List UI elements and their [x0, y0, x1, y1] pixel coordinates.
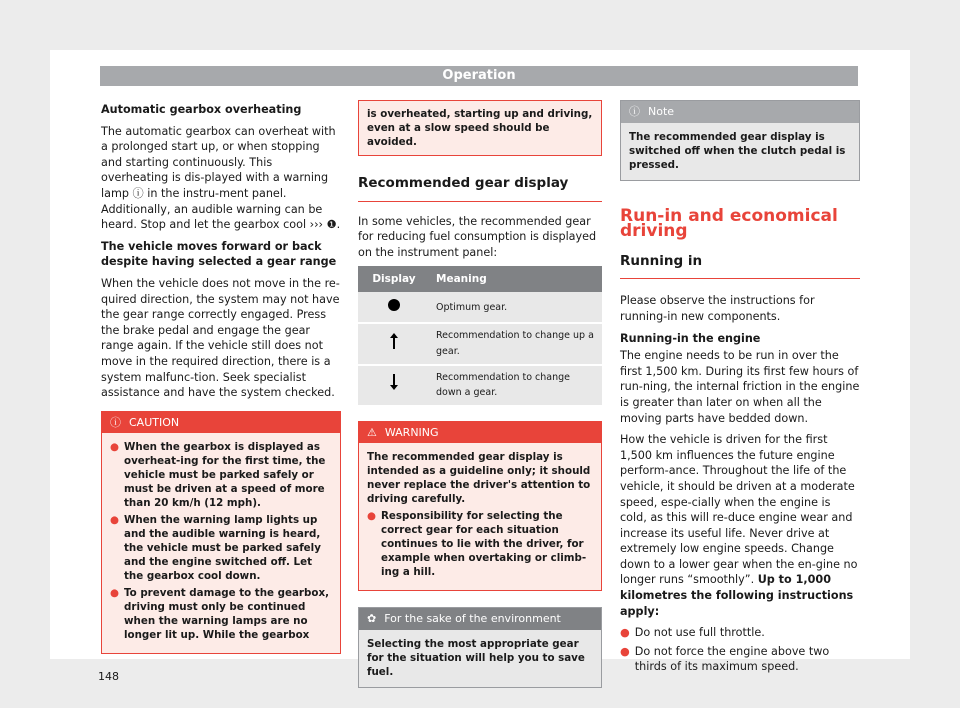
bullet-icon: ● [110, 587, 119, 600]
column-3 [620, 100, 860, 678]
warning-box [358, 421, 602, 592]
bullet-icon: ● [110, 441, 119, 454]
list-item [110, 440, 332, 510]
table-cell: Optimum gear. [430, 292, 602, 323]
table-header: Display [358, 266, 430, 292]
caution-item: When the gearbox is displayed as overheat-ing for the first time, the vehicle must be parked safely or must be driven at a speed of more than 20 km/h (12 mph). [124, 441, 326, 510]
heading-overheat: Automatic gearbox overheating [101, 103, 302, 116]
column-1 [101, 102, 341, 654]
warning-header [359, 422, 601, 444]
warning-item: Responsibility for selecting the correct gear for each situation continues to lie with the driver, for example when overtaking or climb-ing a hill. [381, 510, 587, 579]
info-icon: ⓘ [629, 105, 640, 118]
heading-engine: Running-in the engine [620, 331, 761, 345]
caution-icon: ⓘ [110, 415, 121, 429]
table-row [358, 292, 602, 323]
para-drive [620, 432, 860, 619]
bullet-icon: ● [110, 514, 119, 527]
table-row [358, 365, 602, 406]
note-box [620, 100, 860, 181]
environment-title: For the sake of the environment [384, 612, 561, 626]
environment-box [358, 607, 602, 688]
para-drive-bold: Up to 1,000 kilometres the following instructions apply: [620, 573, 854, 618]
para-overheat: The automatic gearbox can overheat with a prolonged start up, or when stopping and starting continuously. This overheating is dis-played with a warning lamp ⓘ in the instru-ment panel. Additionally, an audible warning can be heard. Stop and let the gearbox cool ››› ❶. [101, 124, 341, 232]
table-header-row [358, 266, 602, 292]
table-row [358, 323, 602, 364]
table-cell: Recommendation to change down a gear. [430, 365, 602, 406]
environment-header [359, 608, 601, 630]
list-item [110, 513, 332, 583]
para-drive-text: How the vehicle is driven for the first 1,500 km influences the future engine perform-ance. Throughout the life of the vehicle, it should be driven at a moderate speed, espe-cially when the engine is cold, as this will re-duce engine wear and increase its useful life. Never drive at extremely low engine speeds. Change down to a lower gear when the en-gine no longer runs “smoothly”. [620, 433, 858, 587]
environment-body: Selecting the most appropriate gear for the situation will help you to save fuel. [367, 637, 585, 678]
caution-box [101, 411, 341, 655]
caution-body [102, 433, 340, 653]
list-item [367, 509, 593, 579]
caution-item: To prevent damage to the gearbox, driving must only be continued when the warning lamps are no longer lit up. While the gearbox [124, 587, 329, 642]
bullet-icon: ● [367, 510, 376, 523]
bullet-text: Do not use full throttle. [634, 626, 765, 640]
warning-continued: is overheated, starting up and driving, even at a slow speed should be avoided. [358, 100, 602, 156]
column-2 [358, 100, 602, 688]
note-header [621, 101, 859, 123]
section-header: Operation [100, 66, 858, 86]
list-item [620, 625, 860, 641]
note-title: Note [648, 105, 675, 118]
heading-moves: The vehicle moves forward or back despite having selected a gear range [101, 239, 337, 269]
bullet-icon: ● [620, 644, 630, 658]
bullet-text: Do not force the engine above two thirds of its maximum speed. [634, 644, 830, 674]
bullet-icon: ● [620, 626, 630, 640]
filled-circle-icon [358, 292, 430, 323]
para-moves: When the vehicle does not move in the re-quired direction, the system may not have the gear range correctly engaged. Press the brake pedal and engage the gear range again. If the vehicle still does not move in the required direction, there is a system malfunc-tion. Seek specialist assistance and have the system checked. [101, 276, 340, 400]
page-number: 148 [98, 670, 119, 683]
arrow-down-icon [358, 365, 430, 406]
caution-header [102, 412, 340, 434]
arrow-up-icon [358, 323, 430, 364]
page [50, 50, 910, 683]
caution-item: When the warning lamp lights up and the audible warning is heard, the vehicle must be parked safely and the engine switched off. Let the gearbox cool down. [124, 514, 321, 583]
warning-triangle-icon: ⚠ [367, 425, 377, 439]
leaf-icon: ✿ [367, 612, 377, 626]
note-body: The recommended gear display is switched off when the clutch pedal is pressed. [629, 130, 846, 171]
table-cell: Recommendation to change up a gear. [430, 323, 602, 364]
para-engine: The engine needs to be run in over the first 1,500 km. During its first few hours of run-ning, the internal friction in the engine is greater than later on when all the moving parts have bedded down. [620, 349, 860, 425]
list-item [620, 644, 860, 675]
list-item [110, 586, 332, 642]
gear-table [358, 266, 602, 406]
para-intro: In some vehicles, the recommended gear for reducing fuel consumption is displayed on the instrument panel: [358, 214, 597, 259]
table-header: Meaning [430, 266, 602, 292]
heading-run-in: Run-in and economical driving [620, 205, 838, 242]
warning-text: The recommended gear display is intended as a guideline only; it should never replace the driver's attention to driving carefully. [367, 451, 591, 506]
heading-recommended-gear: Recommended gear display [358, 176, 602, 202]
warning-title: WARNING [384, 425, 439, 439]
caution-title: CAUTION [129, 415, 180, 429]
warning-body [359, 443, 601, 590]
para-observe: Please observe the instructions for running-in new components. [620, 294, 815, 323]
heading-running-in: Running in [620, 254, 860, 280]
